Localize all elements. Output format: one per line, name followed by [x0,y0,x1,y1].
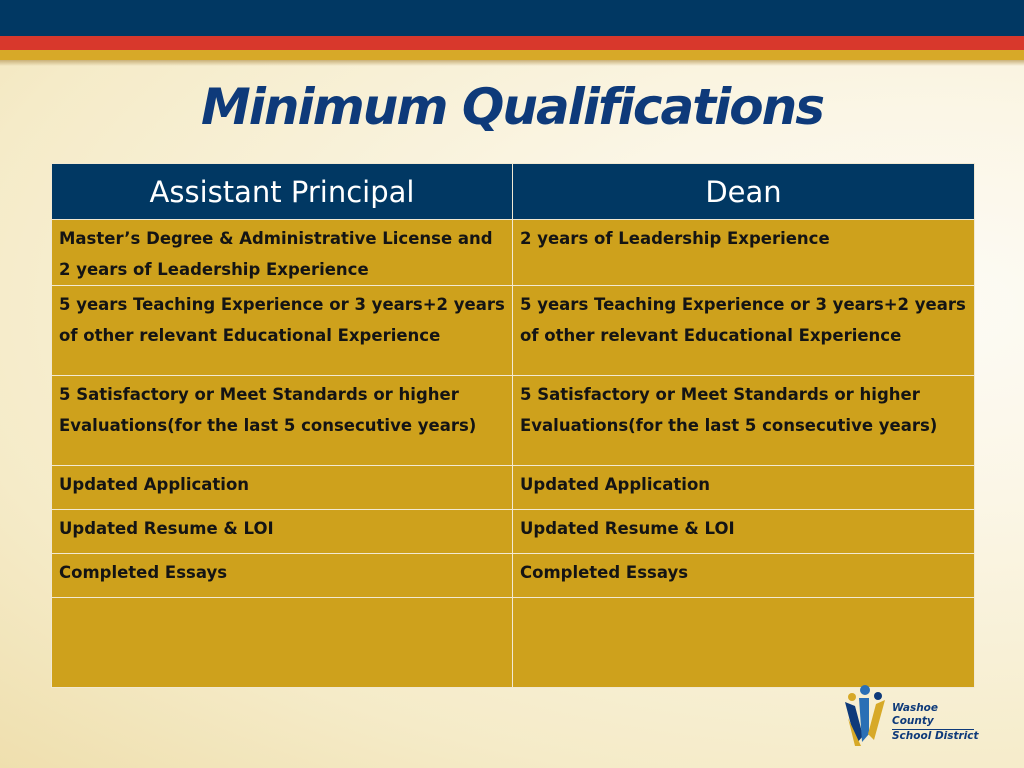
header-band-red [0,36,1024,50]
table-row [52,220,975,286]
table-cell: Completed Essays [52,554,513,598]
table-row-empty [52,598,975,688]
table-cell: 5 years Teaching Experience or 3 years+2 years of other relevant Educational Experience [513,286,975,376]
slide-title: Minimum Qualifications [201,78,823,136]
table-cell: 2 years of Leadership Experience [513,220,975,286]
district-name [892,702,982,743]
table-cell [52,598,513,688]
district-name-line2: School District [892,730,979,742]
table-header-row [52,164,975,220]
table-row [52,376,975,466]
table-cell [513,598,975,688]
table-cell: Updated Resume & LOI [513,510,975,554]
table-cell: 5 Satisfactory or Meet Standards or higher Evaluations(for the last 5 consecutive years) [52,376,513,466]
table-cell: Updated Resume & LOI [52,510,513,554]
people-figures-icon [842,684,888,748]
district-logo [842,684,982,748]
table-cell: Master’s Degree & Administrative License and 2 years of Leadership Experience [52,220,513,286]
table-cell: 5 years Teaching Experience or 3 years+2 years of other relevant Educational Experience [52,286,513,376]
header-band-gold [0,50,1024,60]
table-row [52,466,975,510]
header-dean: Dean [513,164,975,220]
header-band-shadow [0,60,1024,66]
table-row [52,554,975,598]
table-cell: Completed Essays [513,554,975,598]
table-row [52,286,975,376]
table-row [52,510,975,554]
qualifications-table [51,163,975,688]
table-cell: Updated Application [513,466,975,510]
table-cell: Updated Application [52,466,513,510]
header-band-navy [0,0,1024,36]
district-name-line1: Washoe County [892,702,939,727]
header-assistant-principal: Assistant Principal [52,164,513,220]
table-cell: 5 Satisfactory or Meet Standards or higher Evaluations(for the last 5 consecutive years) [513,376,975,466]
